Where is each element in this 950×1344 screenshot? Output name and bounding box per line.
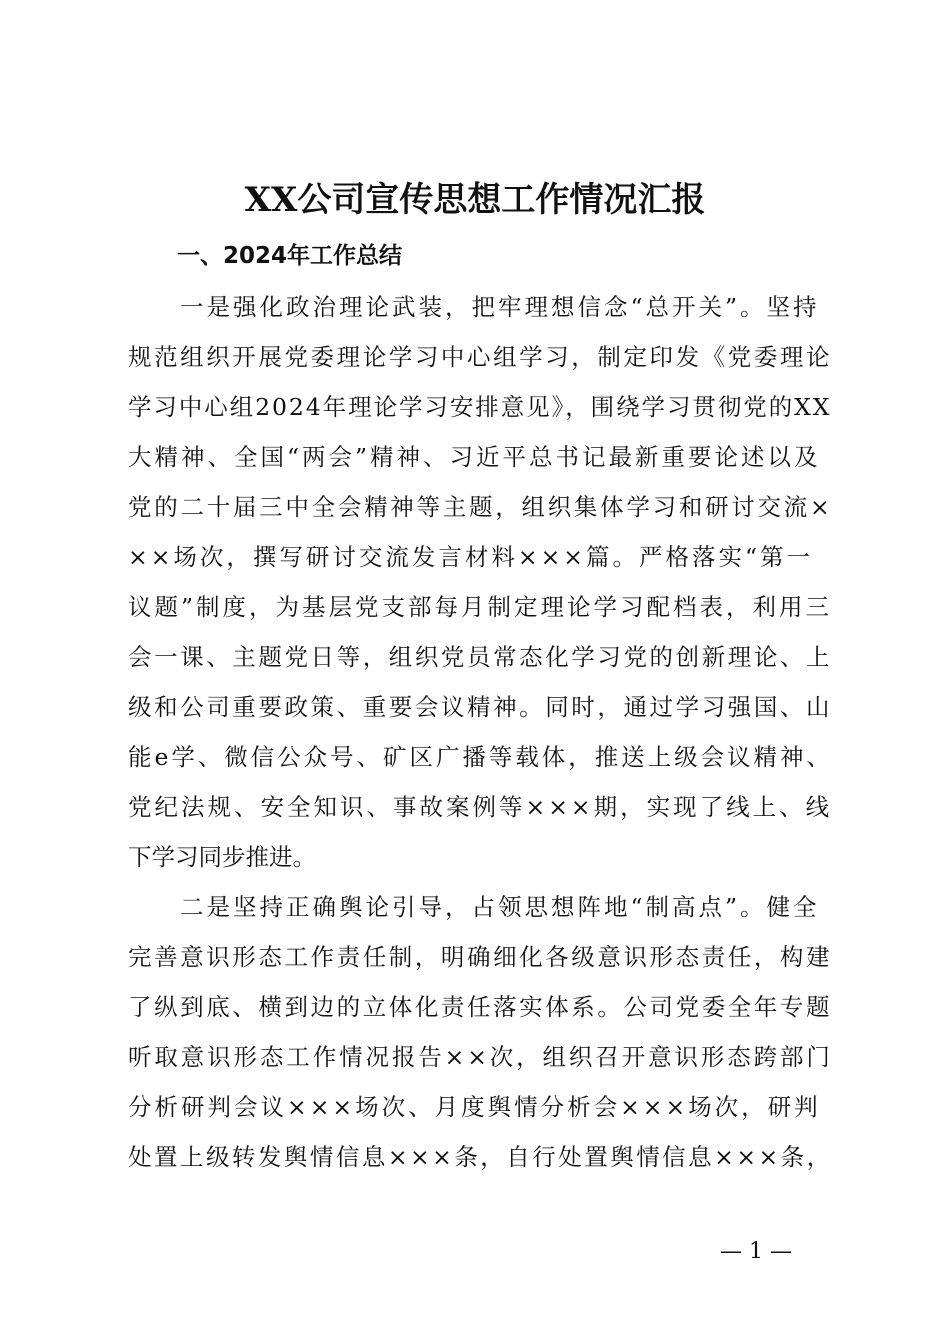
paragraph-1-line: 党纪法规、安全知识、事故案例等×××期，实现了线上、线 <box>128 793 833 821</box>
paragraph-2-line: 听取意识形态工作情况报告××次，组织召开意识形态跨部门 <box>128 1043 833 1071</box>
paragraph-1-line: 级和公司重要政策、重要会议精神。同时，通过学习强国、山 <box>128 693 833 721</box>
page-number: — 1 — <box>720 1239 792 1264</box>
paragraph-1-line: 党的二十届三中全会精神等主题，组织集体学习和研讨交流× <box>128 493 833 521</box>
paragraph-2-line: 二是坚持正确舆论引导，占领思想阵地“制高点”。健全 <box>180 893 820 921</box>
paragraph-1-line: 议题”制度，为基层党支部每月制定理论学习配档表，利用三 <box>128 593 833 621</box>
paragraph-1-line: 能e学、微信公众号、矿区广播等载体，推送上级会议精神、 <box>128 743 833 771</box>
paragraph-1-line: 学习中心组2024年理论学习安排意见》，围绕学习贯彻党的XX <box>128 393 832 421</box>
paragraph-1-line: ××场次，撰写研讨交流发言材料×××篇。严格落实“第一 <box>128 543 813 571</box>
document-title: XX公司宣传思想工作情况汇报 <box>244 180 706 220</box>
paragraph-1-line: 一是强化政治理论武装，把牢理想信念“总开关”。坚持 <box>180 293 820 321</box>
section-heading: 一、2024年工作总结 <box>177 243 403 269</box>
paragraph-1-line: 会一课、主题党日等，组织党员常态化学习党的创新理论、上 <box>128 643 833 671</box>
paragraph-2-line: 了纵到底、横到边的立体化责任落实体系。公司党委全年专题 <box>128 993 833 1021</box>
paragraph-2-line: 处置上级转发舆情信息×××条，自行处置舆情信息×××条， <box>128 1143 833 1171</box>
paragraph-2-line: 分析研判会议×××场次、月度舆情分析会×××场次，研判 <box>128 1093 821 1121</box>
paragraph-1-line: 大精神、全国“两会”精神、习近平总书记最新重要论述以及 <box>128 443 821 471</box>
paragraph-2-line: 完善意识形态工作责任制，明确细化各级意识形态责任，构建 <box>128 943 833 971</box>
paragraph-1-line: 下学习同步推进。 <box>128 843 316 871</box>
paragraph-1-line: 规范组织开展党委理论学习中心组学习，制定印发《党委理论 <box>128 343 833 371</box>
